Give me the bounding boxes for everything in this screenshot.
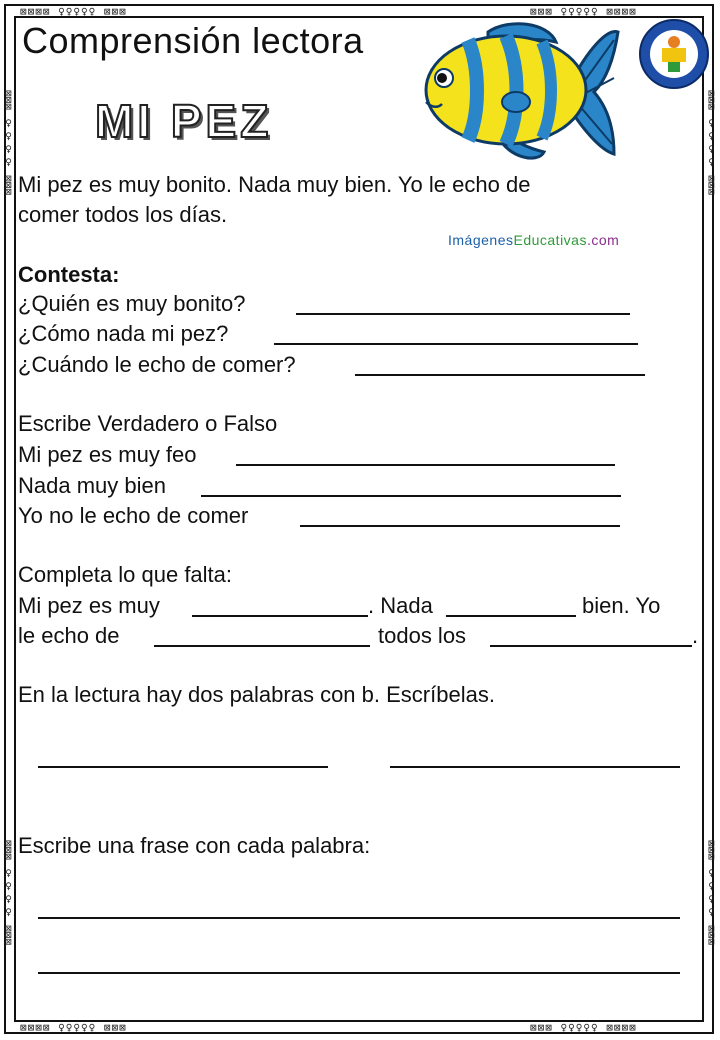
complete-line-2-part-b: todos los [378,623,467,648]
watermark [448,232,619,248]
left-ornament: ⊠⊠⊠ ♀♀♀♀ ⊠⊠⊠ [2,90,15,195]
reading-line-2: comer todos los días. [18,202,228,227]
watermark-part-3: .com [586,232,620,248]
reading-line-1: Mi pez es muy bonito. Nada muy bien. Yo le echo de [18,172,531,197]
watermark-part-2: Educativas [513,232,587,248]
publisher-logo [638,18,710,90]
bottom-left-ornament: ⊠⊠⊠⊠ ♀♀♀♀♀ ⊠⊠⊠ [20,1021,127,1034]
b-word-line-1[interactable] [38,766,328,768]
true-false-line-2[interactable] [201,495,621,497]
complete-blank-3[interactable] [154,645,370,647]
true-false-line-1[interactable] [236,464,615,466]
true-false-item-3: Yo no le echo de comer [18,503,249,528]
worksheet-title: Comprensión lectora [22,20,364,61]
right-ornament: ⊠⊠⊠ ♀♀♀♀ ⊠⊠⊠ [705,90,718,195]
fish-illustration [418,18,624,168]
complete-line-1-part-b: . Nada [368,593,433,618]
bottom-right-ornament: ⊠⊠⊠ ♀♀♀♀♀ ⊠⊠⊠⊠ [530,1021,637,1034]
story-title: MI PEZ [95,95,273,147]
answer-line-1[interactable] [296,313,630,315]
complete-blank-1[interactable] [192,615,368,617]
top-left-ornament: ⊠⊠⊠⊠ ♀♀♀♀♀ ⊠⊠⊠ [20,5,127,18]
b-words-prompt: En la lectura hay dos palabras con b. Escríbelas. [18,682,495,707]
true-false-item-2: Nada muy bien [18,473,166,498]
question-2: ¿Cómo nada mi pez? [18,321,229,346]
true-false-line-3[interactable] [300,525,620,527]
complete-blank-4[interactable] [490,645,692,647]
true-false-heading: Escribe Verdadero o Falso [18,411,278,436]
questions-heading: Contesta: [18,262,120,287]
question-1: ¿Quién es muy bonito? [18,291,246,316]
b-word-line-2[interactable] [390,766,680,768]
question-3: ¿Cuándo le echo de comer? [18,352,296,377]
answer-line-3[interactable] [355,374,645,376]
complete-line-2-part-c: . [692,623,699,648]
complete-line-2-part-a: le echo de [18,623,120,648]
sentence-line-2[interactable] [38,972,680,974]
top-right-ornament: ⊠⊠⊠ ♀♀♀♀♀ ⊠⊠⊠⊠ [530,5,637,18]
true-false-item-1: Mi pez es muy feo [18,442,197,467]
complete-blank-2[interactable] [446,615,576,617]
watermark-part-1: Imágenes [448,232,514,248]
sentences-prompt: Escribe una frase con cada palabra: [18,833,371,858]
sentence-line-1[interactable] [38,917,680,919]
answer-line-2[interactable] [274,343,638,345]
right-ornament-bottom: ⊠⊠⊠ ♀♀♀♀ ⊠⊠⊠ [705,840,718,945]
complete-heading: Completa lo que falta: [18,562,233,587]
complete-line-1-part-c: bien. Yo [582,593,661,618]
complete-line-1-part-a: Mi pez es muy [18,593,160,618]
left-ornament-bottom: ⊠⊠⊠ ♀♀♀♀ ⊠⊠⊠ [2,840,15,945]
